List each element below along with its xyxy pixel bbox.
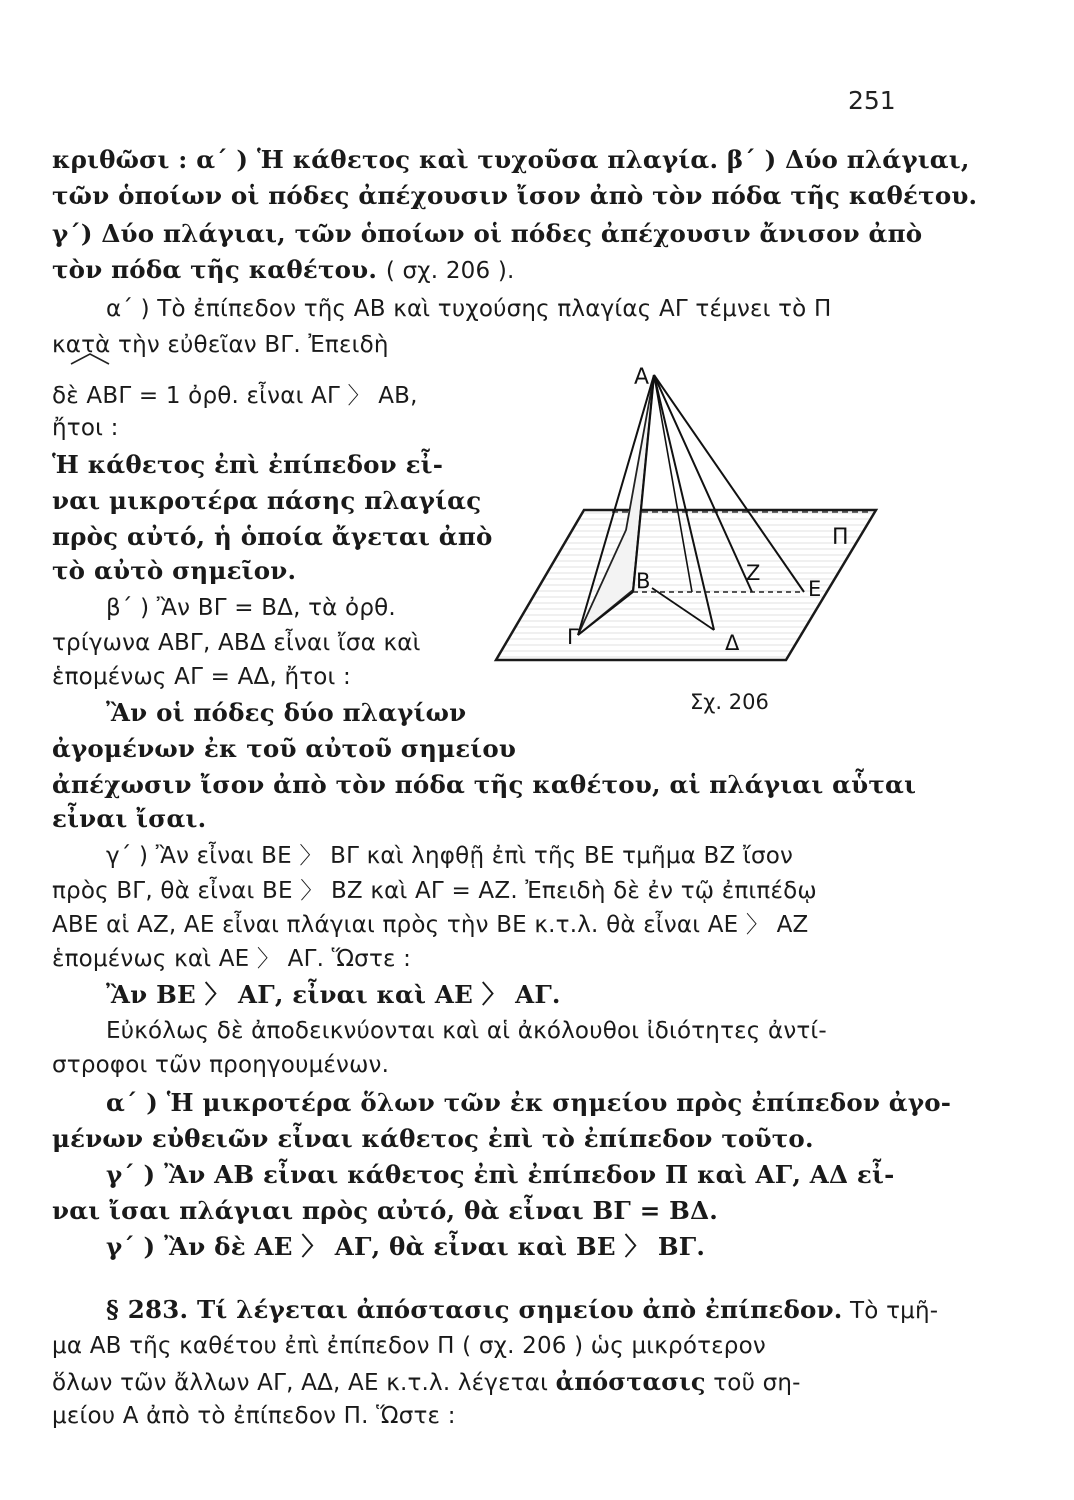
text-line-6: κατὰ τὴν εὐθεῖαν ΒΓ. Ἐπειδὴ: [52, 332, 389, 358]
text-line-20: γ΄ ) Ἂν εἶναι ΒΕ 〉 ΒΓ καὶ ληφθῇ ἐπὶ τῆς ΒΕ τμῆμα ΒΖ ἴσον: [106, 843, 794, 869]
text-line-26: στροφοι τῶν προηγουμένων.: [52, 1052, 390, 1078]
label-d: Δ: [725, 631, 740, 655]
text-line-22: ΑΒΕ αἱ ΑΖ, ΑΕ εἶναι πλάγιαι πρὸς τὴν ΒΕ κ.τ.λ. θὰ εἶναι ΑΕ 〉 ΑΖ: [52, 912, 809, 938]
label-a: Α: [634, 365, 650, 390]
angle-hat-mark: [69, 352, 111, 366]
text-line-3: γ΄) Δύο πλάγιαι, τῶν ὁποίων οἱ πόδες ἀπέχουσιν ἄνισον ἀπὸ: [52, 219, 923, 248]
text-line-31: γ΄ ) Ἂν δὲ ΑΕ 〉 ΑΓ, θὰ εἶναι καὶ ΒΕ 〉 ΒΓ.: [106, 1232, 706, 1261]
text-line-9: Ἡ κάθετος ἐπὶ ἐπίπεδον εἶ-: [52, 450, 444, 479]
text-line-14: τρίγωνα ΑΒΓ, ΑΒΔ εἶναι ἴσα καὶ: [52, 630, 421, 656]
section-heading-283: [106, 1292, 938, 1329]
text-line-15: ἑπομένως ΑΓ = ΑΔ, ἤτοι :: [52, 664, 352, 690]
text-line-12: τὸ αὐτὸ σημεῖον.: [52, 556, 297, 585]
text-line-29: γ΄ ) Ἂν ΑΒ εἶναι κάθετος ἐπὶ ἐπίπεδον Π καὶ ΑΓ, ΑΔ εἶ-: [106, 1160, 895, 1189]
text-line-19: εἶναι ἴσαι.: [52, 804, 207, 833]
text-line-35: μείου Α ἀπὸ τὸ ἐπίπεδον Π. Ὥστε :: [52, 1403, 456, 1429]
text-line-27: α΄ ) Ἡ μικροτέρα ὅλων τῶν ἐκ σημείου πρὸς ἐπίπεδον ἀγο-: [106, 1088, 952, 1117]
label-e: Ε: [808, 577, 822, 601]
label-g: Γ: [567, 625, 579, 649]
figure-206: [492, 360, 892, 730]
text-line-25: Εὐκόλως δὲ ἀποδεικνύονται καὶ αἱ ἀκόλουθοι ἰδιότητες ἀντί-: [106, 1018, 827, 1044]
label-z: Ζ: [746, 561, 761, 585]
text-line-4a: τὸν πόδα τῆς καθέτου.: [52, 255, 378, 284]
text-line-1: κριθῶσι : α΄ ) Ἡ κάθετος καὶ τυχοῦσα πλαγία. β΄ ) Δύο πλάγιαι,: [52, 145, 970, 174]
text-line-2: τῶν ὁποίων οἱ πόδες ἀπέχουσιν ἴσον ἀπὸ τὸν πόδα τῆς καθέτου.: [52, 181, 978, 210]
text-line-32b: Τὸ τμῆ-: [842, 1298, 939, 1324]
label-b: Β: [636, 569, 651, 593]
text-line-18: ἀπέχωσιν ἴσον ἀπὸ τὸν πόδα τῆς καθέτου, αἱ πλάγιαι αὗται: [52, 770, 917, 799]
text-line-28: μένων εὐθειῶν εἶναι κάθετος ἐπὶ τὸ ἐπίπεδον τοῦτο.: [52, 1124, 814, 1153]
text-line-13: β΄ ) Ἂν ΒΓ = ΒΔ, τὰ ὀρθ.: [106, 595, 396, 621]
text-line-8: ἤτοι :: [52, 415, 119, 441]
text-line-4b: ( σχ. 206 ).: [385, 258, 515, 284]
label-pi: Π: [832, 525, 849, 550]
text-line-17: ἀγομένων ἐκ τοῦ αὐτοῦ σημείου: [52, 734, 517, 763]
text-line-5: α΄ ) Τὸ ἐπίπεδον τῆς ΑΒ καὶ τυχούσης πλαγίας ΑΓ τέμνει τὸ Π: [106, 296, 832, 322]
text-line-11: πρὸς αὐτό, ἡ ὁποία ἄγεται ἀπὸ: [52, 522, 493, 551]
text-line-16: Ἂν οἱ πόδες δύο πλαγίων: [106, 698, 467, 727]
text-line-34: [52, 1364, 801, 1401]
text-line-30: ναι ἴσαι πλάγιαι πρὸς αὐτό, θὰ εἶναι ΒΓ = ΒΔ.: [52, 1196, 719, 1225]
text-line-4: [52, 252, 515, 289]
text-line-10: ναι μικροτέρα πάσης πλαγίας: [52, 486, 482, 515]
text-line-23: ἑπομένως καὶ ΑΕ 〉 ΑΓ. Ὥστε :: [52, 946, 412, 972]
text-line-34a: ὅλων τῶν ἄλλων ΑΓ, ΑΔ, ΑΕ κ.τ.λ. λέγεται: [52, 1370, 556, 1396]
text-line-7: δὲ ΑΒΓ = 1 ὀρθ. εἶναι ΑΓ 〉 ΑΒ,: [52, 383, 418, 409]
figure-caption: Σχ. 206: [690, 690, 769, 714]
section-title: § 283. Τί λέγεται ἀπόστασις σημείου ἀπὸ ἐπίπεδον.: [106, 1295, 843, 1324]
page-number: 251: [848, 86, 896, 115]
text-line-34c: τοῦ ση-: [705, 1370, 801, 1396]
text-line-33: μα ΑΒ τῆς καθέτου ἐπὶ ἐπίπεδον Π ( σχ. 206 ) ὡς μικρότερον: [52, 1333, 766, 1359]
term-apostasis: ἀπόστασις: [555, 1367, 706, 1396]
text-line-21: πρὸς ΒΓ, θὰ εἶναι ΒΕ 〉 ΒΖ καὶ ΑΓ = ΑΖ. Ἐπειδὴ δὲ ἐν τῷ ἐπιπέδῳ: [52, 878, 817, 904]
text-line-24: Ἂν ΒΕ 〉 ΑΓ, εἶναι καὶ ΑΕ 〉 ΑΓ.: [106, 980, 561, 1009]
